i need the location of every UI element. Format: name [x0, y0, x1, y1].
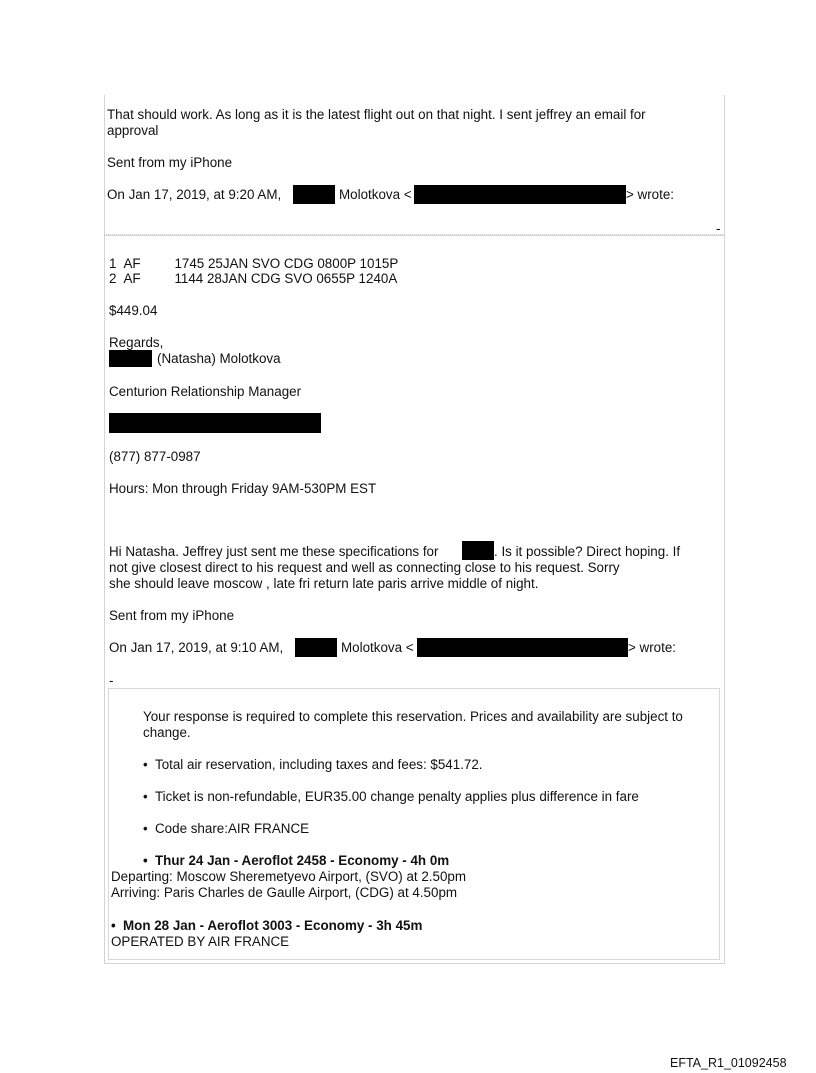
reservation-intro-line1: Your response is required to complete this reservation. Prices and availability are subject to	[143, 709, 683, 724]
flight2-operated: OPERATED BY AIR FRANCE	[111, 934, 290, 949]
sender-name: (Natasha) Molotkova	[157, 351, 281, 366]
itinerary-row	[109, 256, 398, 271]
email2-line1b: . Is it possible? Direct hoping. If	[494, 544, 681, 559]
flight1-arriving: Arriving: Paris Charles de Gaulle Airport, (CDG) at 4.50pm	[111, 885, 458, 900]
itinerary-detail: 1144 28JAN CDG SVO 0655P 1240A	[174, 271, 398, 286]
reservation-bullet: • Total air reservation, including taxes and fees: $541.72.	[143, 757, 483, 772]
email2-quote-end: > wrote:	[628, 640, 677, 655]
sender-title: Centurion Relationship Manager	[109, 384, 302, 399]
email1-body-line2: approval	[107, 123, 159, 138]
email2-quote-intro: On Jan 17, 2019, at 9:10 AM,	[109, 640, 284, 655]
email1-quote-intro: On Jan 17, 2019, at 9:20 AM,	[107, 187, 282, 202]
regards-text: Regards,	[109, 335, 164, 350]
redaction-box	[293, 185, 335, 204]
itinerary-row	[109, 271, 397, 286]
reservation-bullet: • Code share:AIR FRANCE	[143, 821, 309, 836]
dash-marker: -	[109, 673, 114, 688]
redaction-box	[462, 541, 494, 560]
itinerary-price: $449.04	[109, 303, 158, 318]
email1-quote-end: > wrote:	[626, 187, 675, 202]
itinerary-airline: AF	[123, 271, 141, 286]
email2-line2: not give closest direct to his request and well as connecting close to his request. Sorry	[109, 560, 620, 575]
email1-signature: Sent from my iPhone	[107, 155, 233, 170]
email2-line1a: Hi Natasha. Jeffrey just sent me these specifications for	[109, 544, 439, 559]
email1-quote-name: Molotkova <	[339, 187, 412, 202]
redaction-box	[109, 413, 321, 433]
reservation-intro-line2: change.	[143, 725, 191, 740]
flight1-departing: Departing: Moscow Sheremetyevo Airport, (SVO) at 2.50pm	[111, 869, 467, 884]
document-id: EFTA_R1_01092458	[670, 1056, 787, 1070]
email2-quote-name: Molotkova <	[341, 640, 414, 655]
itinerary-detail: 1745 25JAN SVO CDG 0800P 1015P	[174, 256, 399, 271]
email2-line3: she should leave moscow , late fri return late paris arrive middle of night.	[109, 576, 539, 591]
redaction-box	[109, 350, 152, 367]
redaction-box	[414, 185, 626, 204]
itinerary-num: 1	[109, 256, 117, 271]
sender-phone: (877) 877-0987	[109, 449, 201, 464]
dash-marker: -	[716, 221, 721, 236]
flight2-heading: • Mon 28 Jan - Aeroflot 3003 - Economy - 3h 45m	[111, 918, 422, 933]
reservation-bullet: • Ticket is non-refundable, EUR35.00 change penalty applies plus difference in fare	[143, 789, 639, 804]
itinerary-num: 2	[109, 271, 117, 286]
flight1-heading: • Thur 24 Jan - Aeroflot 2458 - Economy - 4h 0m	[143, 853, 449, 868]
email2-signature: Sent from my iPhone	[109, 608, 235, 623]
redaction-box	[417, 638, 628, 657]
redaction-box	[295, 638, 337, 657]
sender-hours: Hours: Mon through Friday 9AM-530PM EST	[109, 481, 377, 496]
itinerary-airline: AF	[123, 256, 141, 271]
email1-body-line1: That should work. As long as it is the latest flight out on that night. I sent jeffrey an email for	[107, 107, 646, 122]
